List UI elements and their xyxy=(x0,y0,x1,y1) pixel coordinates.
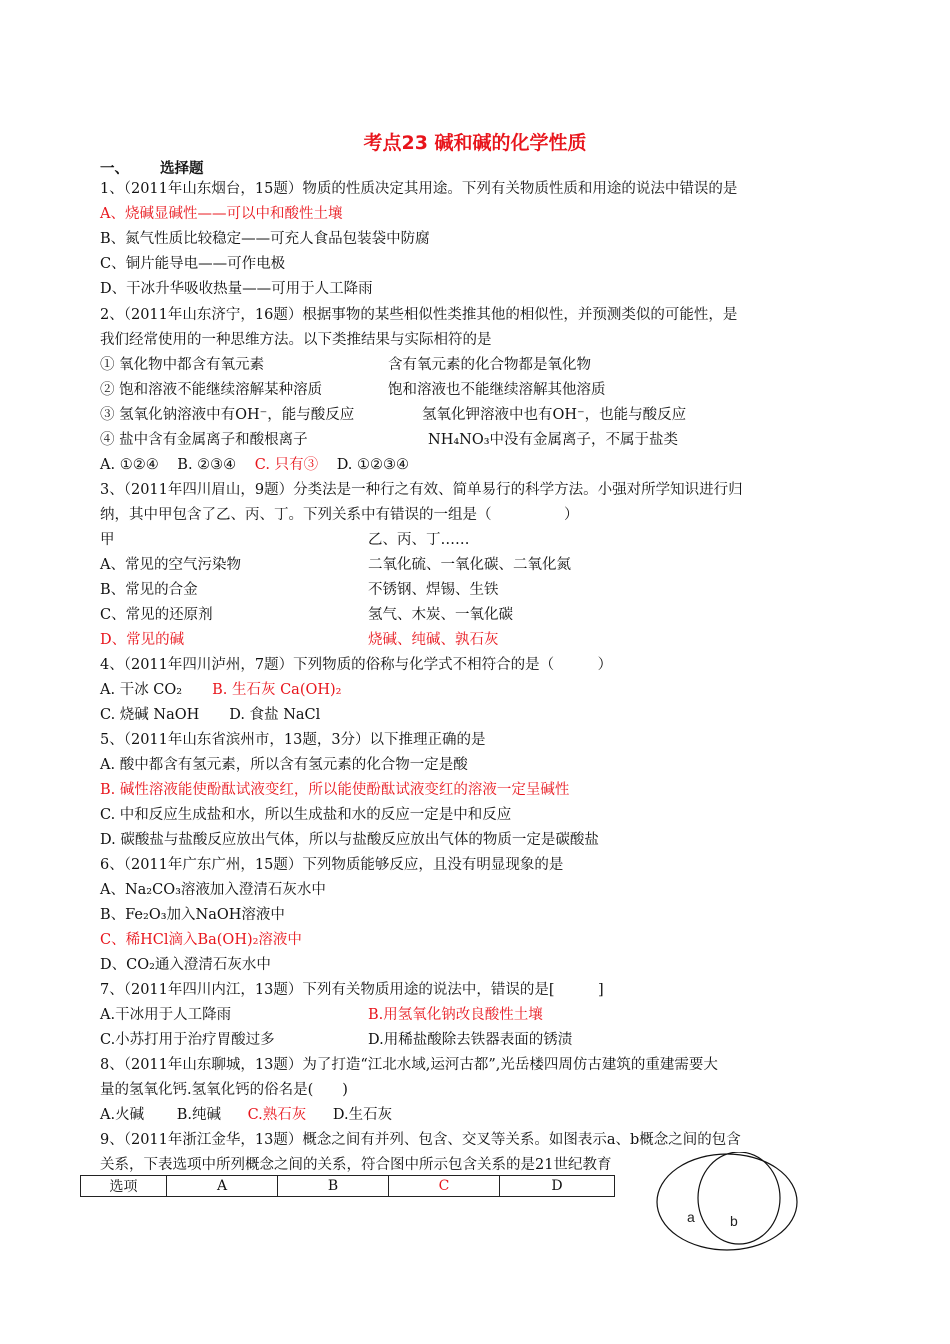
section-number: 一、 xyxy=(100,161,129,177)
q3-option-d xyxy=(100,630,499,650)
table-cell-a: A xyxy=(167,1176,278,1197)
section-heading xyxy=(100,157,204,178)
q2-row-1 xyxy=(100,355,591,375)
q7-option-a: A.干冰用于人工降雨 xyxy=(100,1007,232,1023)
q2-row-4-premise: ④ 盐中含有金属离子和酸根离子 xyxy=(100,432,308,448)
q2-row-2-inference: 饱和溶液也不能继续溶解其他溶质 xyxy=(388,382,606,398)
q2-option-a: A. ①②④ xyxy=(100,457,159,473)
q8-option-c: C.熟石灰 xyxy=(247,1107,307,1123)
q1-option-b: B、氮气性质比较稳定——可充人食品包装袋中防腐 xyxy=(100,231,430,247)
q3-option-d-category: D、常见的碱 xyxy=(100,632,185,648)
q2-option-b: B. ②③④ xyxy=(177,457,237,473)
q3-stem-line1: 3、（2011年四川眉山，9题）分类法是一种行之有效、简单易行的科学方法。小强对所学知识进行归 xyxy=(100,482,743,498)
q3-header-row xyxy=(100,530,470,550)
q9-stem-line2: 关系，下表选项中所列概念之间的关系，符合图中所示包含关系的是21世纪教育 xyxy=(100,1157,612,1173)
q3-header-col1: 甲 xyxy=(100,532,115,548)
q7-options-row1 xyxy=(100,1005,543,1025)
table-cell-c: C xyxy=(389,1176,500,1197)
q2-row-1-premise: ① 氧化物中都含有氧元素 xyxy=(100,357,265,373)
q2-row-1-inference: 含有氧元素的化合物都是氧化物 xyxy=(388,357,591,373)
q5-stem: 5、（2011年山东省滨州市，13题，3分）以下推理正确的是 xyxy=(100,732,486,748)
q4-option-d: D. 食盐 NaCl xyxy=(229,707,321,723)
q3-option-b-members: 不锈钢、焊锡、生铁 xyxy=(368,582,499,598)
venn-label-a: a xyxy=(687,1209,695,1225)
q3-option-c-category: C、常见的还原剂 xyxy=(100,607,213,623)
q4-option-a: A. 干冰 CO₂ xyxy=(100,682,183,698)
q3-option-a xyxy=(100,555,571,575)
q3-option-a-members: 二氧化硫、一氧化碳、二氧化氮 xyxy=(368,557,571,573)
q3-option-c xyxy=(100,605,513,625)
q8-option-d: D.生石灰 xyxy=(332,1107,393,1123)
q8-stem-line1: 8、（2011年山东聊城，13题）为了打造“江北水域,运河古都”,光岳楼四周仿古建筑的重建需要大 xyxy=(100,1057,718,1073)
table-cell-b: B xyxy=(278,1176,389,1197)
q2-stem-line1: 2、（2011年山东济宁，16题）根据事物的某些相似性类推其他的相似性，并预测类似的可能性，是 xyxy=(100,307,738,323)
q1-option-d: D、干冰升华吸收热量——可用于人工降雨 xyxy=(100,281,373,297)
q3-option-b xyxy=(100,580,499,600)
q6-option-b: B、Fe₂O₃加入NaOH溶液中 xyxy=(100,907,285,923)
q6-stem: 6、（2011年广东广州，15题）下列物质能够反应，且没有明显现象的是 xyxy=(100,857,564,873)
q4-options-row2 xyxy=(100,705,320,725)
q8-option-b: B.纯碱 xyxy=(176,1107,221,1123)
q7-option-c: C.小苏打用于治疗胃酸过多 xyxy=(100,1032,275,1048)
q1-option-a: A、烧碱显碱性——可以中和酸性土壤 xyxy=(100,206,343,222)
q2-row-2 xyxy=(100,380,606,400)
q3-option-a-category: A、常见的空气污染物 xyxy=(100,557,241,573)
q2-stem-line2: 我们经常使用的一种思维方法。以下类推结果与实际相符的是 xyxy=(100,332,492,348)
table-row xyxy=(81,1176,615,1197)
q3-header-col2: 乙、丙、丁…… xyxy=(368,532,470,548)
q5-option-c: C. 中和反应生成盐和水，所以生成盐和水的反应一定是中和反应 xyxy=(100,807,512,823)
q2-options xyxy=(100,455,409,475)
q5-option-b: B. 碱性溶液能使酚酞试液变红，所以能使酚酞试液变红的溶液一定呈碱性 xyxy=(100,782,570,798)
q3-option-d-members: 烧碱、纯碱、孰石灰 xyxy=(368,632,499,648)
q2-row-4-inference: NH₄NO₃中没有金属离子，不属于盐类 xyxy=(428,432,679,448)
q4-option-c: C. 烧碱 NaOH xyxy=(100,707,200,723)
q6-option-c: C、稀HCl滴入Ba(OH)₂溶液中 xyxy=(100,932,302,948)
q3-stem-line2: 纳，其中甲包含了乙、丙、丁。下列关系中有错误的一组是（ ） xyxy=(100,507,579,523)
q4-option-b: B. 生石灰 Ca(OH)₂ xyxy=(212,682,342,698)
venn-diagram xyxy=(655,1152,805,1252)
q1-option-c: C、铜片能导电——可作电极 xyxy=(100,256,286,272)
q2-row-4 xyxy=(100,430,679,450)
venn-outer-circle xyxy=(657,1154,797,1250)
q5-option-d: D. 碳酸盐与盐酸反应放出气体，所以与盐酸反应放出气体的物质一定是碳酸盐 xyxy=(100,832,599,848)
q2-row-3-premise: ③ 氢氧化钠溶液中有OH⁻，能与酸反应 xyxy=(100,407,355,423)
q6-option-d: D、CO₂通入澄清石灰水中 xyxy=(100,957,271,973)
q4-options-row1 xyxy=(100,680,341,700)
q3-option-c-members: 氢气、木炭、一氧化碳 xyxy=(368,607,513,623)
q8-options xyxy=(100,1105,392,1125)
q2-row-2-premise: ② 饱和溶液不能继续溶解某种溶质 xyxy=(100,382,323,398)
q1-stem: 1、（2011年山东烟台，15题）物质的性质决定其用途。下列有关物质性质和用途的说法中错误的是 xyxy=(100,181,738,197)
table-cell-d: D xyxy=(500,1176,615,1197)
q2-option-d: D. ①②③④ xyxy=(336,457,410,473)
section-label: 选择题 xyxy=(160,161,204,177)
q2-row-3 xyxy=(100,405,687,425)
q7-option-d: D.用稀盐酸除去铁器表面的锈渍 xyxy=(368,1032,573,1048)
q7-stem: 7、（2011年四川内江，13题）下列有关物质用途的说法中，错误的是[ ] xyxy=(100,982,604,998)
q8-option-a: A.火碱 xyxy=(100,1107,145,1123)
page-title: 考点23 碱和碱的化学性质 xyxy=(363,132,587,154)
q2-row-3-inference: 氢氧化钾溶液中也有OH⁻，也能与酸反应 xyxy=(422,407,687,423)
q8-stem-line2: 量的氢氧化钙.氢氧化钙的俗名是( ) xyxy=(100,1082,348,1098)
q4-stem: 4、（2011年四川泸州，7题）下列物质的俗称与化学式不相符合的是（ ） xyxy=(100,657,613,673)
q2-option-c: C. 只有③ xyxy=(254,457,319,473)
q6-option-a: A、Na₂CO₃溶液加入澄清石灰水中 xyxy=(100,882,326,898)
table-cell-header: 选项 xyxy=(81,1176,167,1197)
venn-inner-circle xyxy=(698,1152,780,1244)
q9-stem-line1: 9、（2011年浙江金华，13题）概念之间有并列、包含、交叉等关系。如图表示a、b概念之间的包含 xyxy=(100,1132,741,1148)
q5-option-a: A. 酸中都含有氢元素，所以含有氢元素的化合物一定是酸 xyxy=(100,757,468,773)
q3-option-b-category: B、常见的合金 xyxy=(100,582,198,598)
q7-option-b: B.用氢氧化钠改良酸性土壤 xyxy=(368,1007,543,1023)
q7-options-row2 xyxy=(100,1030,573,1050)
q9-options-table xyxy=(80,1175,615,1197)
venn-label-b: b xyxy=(730,1213,738,1229)
